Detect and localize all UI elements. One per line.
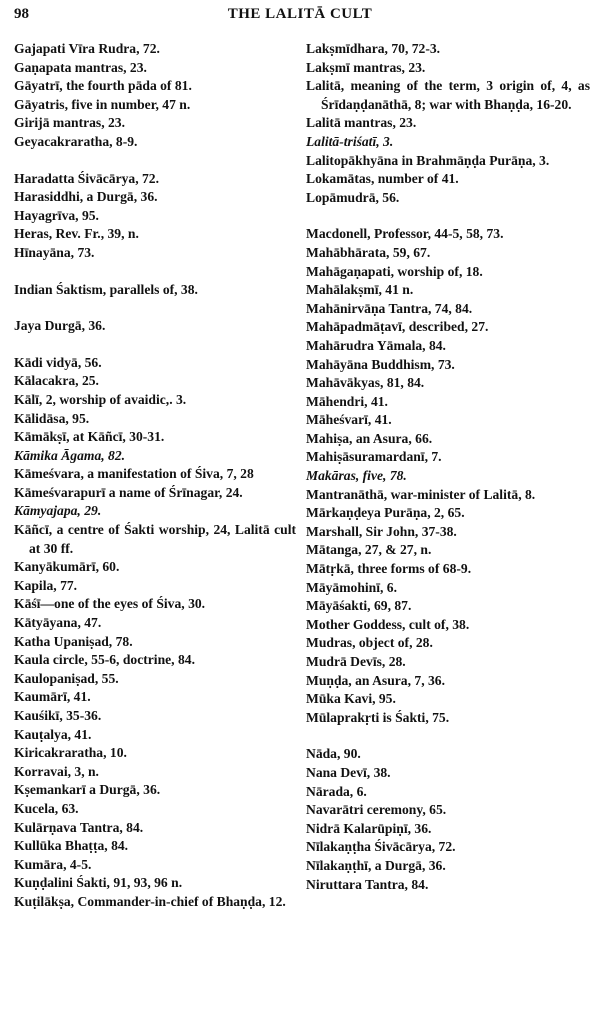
index-entry: Harasiddhi, a Durgā, 36. <box>14 189 158 205</box>
index-entry: Mother Goddess, cult of, 38. <box>306 616 470 632</box>
index-entry: Lalitā, meaning of the term, 3 origin of, 4, as Śrīdaṇḍanāthā, 8; war with Bhaṇḍa, 16-20. <box>306 78 590 112</box>
index-entry: Lakṣmī mantras, 23. <box>306 59 426 75</box>
index-column-left <box>14 40 296 912</box>
index-entry: Gāyatris, five in number, 47 n. <box>14 96 191 112</box>
index-entry: Lokamātas, number of 41. <box>306 171 459 187</box>
index-entry: Māyāmohinī, 6. <box>306 579 398 595</box>
index-entry: Lopāmudrā, 56. <box>306 189 400 205</box>
index-entry: Mahiṣāsuramardanī, 7. <box>306 449 442 465</box>
index-entry: Mudrā Devīs, 28. <box>306 654 406 669</box>
index-entry: Girijā mantras, 23. <box>14 115 126 131</box>
index-entry: Mātṛkā, three forms of 68-9. <box>306 561 472 577</box>
index-entry: Gajapati Vīra Rudra, 72. <box>14 41 160 56</box>
index-entry: Mahāvākyas, 81, 84. <box>306 375 425 391</box>
index-entry: Nāda, 90. <box>306 746 361 762</box>
index-entry: Māyāśakti, 69, 87. <box>306 598 412 614</box>
index-entry: Mahāpadmāṭavī, described, 27. <box>306 319 489 335</box>
index-entry: Geyacakraratha, 8-9. <box>14 133 138 149</box>
index-entry: Mūlaprakṛti is Śakti, 75. <box>306 709 450 725</box>
index-entry: Kādi vidyā, 56. <box>14 354 102 370</box>
index-entry: Mahāgaṇapati, worship of, 18. <box>306 263 483 279</box>
index-entry: Mahānirvāṇa Tantra, 74, 84. <box>306 300 473 316</box>
index-entry: Kāmyajapa, 29. <box>14 503 102 519</box>
index-entry: Nana Devī, 38. <box>306 764 391 780</box>
index-entry: Kṣemankarī a Durgā, 36. <box>14 782 161 798</box>
index-entry: Macdonell, Professor, 44-5, 58, 73. <box>306 226 504 242</box>
index-entry: Kucela, 63. <box>14 800 79 816</box>
index-entry: Kauśikī, 35-36. <box>14 708 102 723</box>
index-entry: Kuṭilākṣa, Commander-in-chief of Bhaṇḍa, 12. <box>14 893 286 909</box>
index-entry: Kātyāyana, 47. <box>14 615 102 631</box>
index-entry: Hayagrīva, 95. <box>14 207 99 223</box>
index-entry: Kālacakra, 25. <box>14 373 99 389</box>
index-entry: Kāmika Āgama, 82. <box>14 447 126 463</box>
index-entry: Kapila, 77. <box>14 577 78 593</box>
index-entry: Mārkaṇḍeya Purāṇa, 2, 65. <box>306 505 465 521</box>
index-entry: Lalitā mantras, 23. <box>306 115 417 131</box>
index-entry: Kulārṇava Tantra, 84. <box>14 819 144 835</box>
index-entry: Mūka Kavi, 95. <box>306 691 396 707</box>
index-entry: Kuṇḍalini Śakti, 91, 93, 96 n. <box>14 875 183 891</box>
index-entry: Kālī, 2, worship of avaidic,. 3. <box>14 391 187 407</box>
index-entry: Nārada, 6. <box>306 783 367 799</box>
index-entry: Mudras, object of, 28. <box>306 635 433 651</box>
index-entry: Lakṣmīdhara, 70, 72-3. <box>306 41 441 56</box>
index-entry: Nidrā Kalarūpiṇī, 36. <box>306 820 432 836</box>
index-entry: Mātanga, 27, & 27, n. <box>306 542 432 558</box>
index-entry: Kullūka Bhaṭṭa, 84. <box>14 838 129 854</box>
index-entry: Kāmeśvarapurī a name of Śrīnagar, 24. <box>14 484 243 500</box>
index-entry: Nīlakaṇṭhī, a Durgā, 36. <box>306 857 446 873</box>
index-entry: Kaula circle, 55-6, doctrine, 84. <box>14 652 195 668</box>
index-entry: Māheśvarī, 41. <box>306 412 392 428</box>
index-entry: Kālidāsa, 95. <box>14 410 90 426</box>
index-entry: Kāmākṣī, at Kāñcī, 30-31. <box>14 429 165 445</box>
index-entry: Mahābhārata, 59, 67. <box>306 244 431 260</box>
index-entry: Hīnayāna, 73. <box>14 244 95 260</box>
page-header <box>14 6 586 28</box>
index-entry: Mahālakṣmī, 41 n. <box>306 282 414 298</box>
index-entry: Kumāra, 4-5. <box>14 856 92 872</box>
index-entry: Kiricakraratha, 10. <box>14 745 127 761</box>
index-entry: Kāmeśvara, a manifestation of Śiva, 7, 28 <box>14 466 254 482</box>
index-entry: Kāśī—one of the eyes of Śiva, 30. <box>14 596 206 612</box>
index-entry: Kauṭalya, 41. <box>14 726 92 742</box>
index-entry: Kanyākumārī, 60. <box>14 559 120 575</box>
index-entry: Navarātri ceremony, 65. <box>306 802 447 818</box>
index-entry: Nīlakaṇṭha Śivācārya, 72. <box>306 839 456 855</box>
index-entry: Korravai, 3, n. <box>14 763 99 779</box>
index-column-right <box>306 40 590 894</box>
index-entry: Kaumārī, 41. <box>14 689 91 705</box>
index-entry: Mahārudra Yāmala, 84. <box>306 337 446 353</box>
running-title: THE LALITĀ CULT <box>227 6 373 22</box>
index-entry: Marshall, Sir John, 37-38. <box>306 523 457 539</box>
index-entry: Mahiṣa, an Asura, 66. <box>306 430 433 446</box>
index-entry: Heras, Rev. Fr., 39, n. <box>14 226 139 242</box>
index-entry: Indian Śaktism, parallels of, 38. <box>14 281 198 297</box>
index-entry: Gaṇapata mantras, 23. <box>14 59 147 75</box>
index-entry: Jaya Durgā, 36. <box>14 318 106 334</box>
index-entry: Kaulopaniṣad, 55. <box>14 670 119 686</box>
index-entry: Makāras, five, 78. <box>306 468 407 484</box>
index-entry: Kāñcī, a centre of Śakti worship, 24, Lalitā cult at 30 ff. <box>14 522 296 556</box>
index-entry: Mahāyāna Buddhism, 73. <box>306 356 455 372</box>
index-entry: Katha Upaniṣad, 78. <box>14 633 133 649</box>
page-number: 98 <box>14 6 29 22</box>
index-entry: Gāyatrī, the fourth pāda of 81. <box>14 78 192 94</box>
index-entry: Haradatta Śivācārya, 72. <box>14 170 159 186</box>
index-entry: Mantranāthā, war-minister of Lalitā, 8. <box>306 486 536 502</box>
index-entry: Lalitā-triśatī, 3. <box>306 133 394 149</box>
index-entry: Māhendri, 41. <box>306 393 388 409</box>
index-entry: Niruttara Tantra, 84. <box>306 876 429 892</box>
index-entry: Lalitopākhyāna in Brahmāṇḍa Purāṇa, 3. <box>306 152 550 168</box>
index-entry: Muṇḍa, an Asura, 7, 36. <box>306 672 445 688</box>
